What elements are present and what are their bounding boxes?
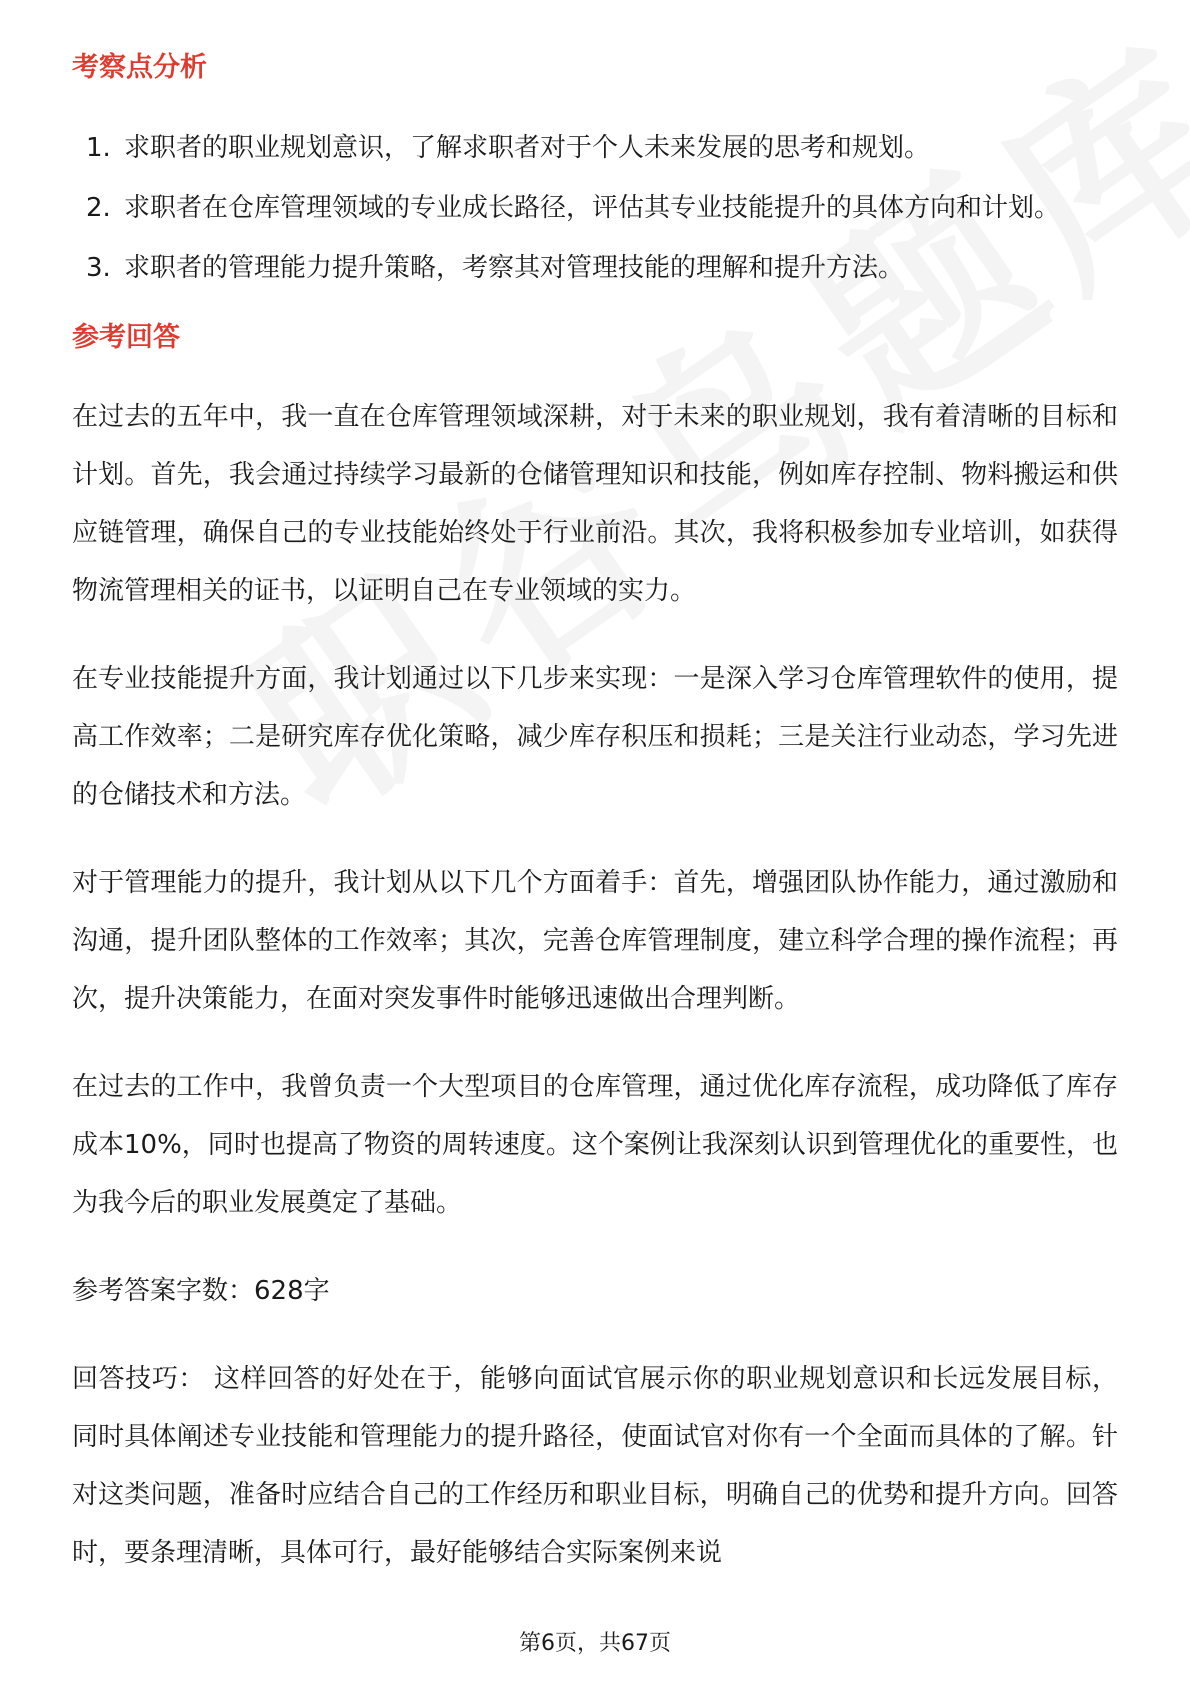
- answer-paragraph: 对于管理能力的提升，我计划从以下几个方面着手：首先，增强团队协作能力，通过激励和沟通，提升团队整体的工作效率；其次，完善仓库管理制度，建立科学合理的操作流程；再次，提升决策能力，在面对突发事件时能够迅速做出合理判断。: [72, 868, 1118, 1014]
- answer-paragraph: 在过去的工作中，我曾负责一个大型项目的仓库管理，通过优化库存流程，成功降低了库存成本10%，同时也提高了物资的周转速度。这个案例让我深刻认识到管理优化的重要性，也为我今后的职业发展奠定了基础。: [72, 1072, 1118, 1218]
- analysis-item: [72, 240, 1118, 296]
- word-count: 参考答案字数：628字: [72, 1276, 330, 1306]
- item-text: 求职者的职业规划意识，了解求职者对于个人未来发展的思考和规划。: [124, 133, 931, 163]
- answer-paragraph: 在专业技能提升方面，我计划通过以下几步来实现：一是深入学习仓库管理软件的使用，提高工作效率；二是研究库存优化策略，减少库存积压和损耗；三是关注行业动态，学习先进的仓储技术和方法。: [72, 664, 1118, 810]
- item-number: 2.: [86, 193, 111, 223]
- item-text: 求职者在仓库管理领域的专业成长路径，评估其专业技能提升的具体方向和计划。: [124, 193, 1061, 223]
- answer-tips: 回答技巧： 这样回答的好处在于，能够向面试官展示你的职业规划意识和长远发展目标，同时具体阐述专业技能和管理能力的提升路径，使面试官对你有一个全面而具体的了解。针对这类问题，准备时应结合自己的工作经历和职业目标，明确自己的优势和提升方向。回答时，要条理清晰，具体可行，最好能够结合实际案例来说: [72, 1364, 1118, 1568]
- item-text: 求职者的管理能力提升策略，考察其对管理技能的理解和提升方法。: [124, 253, 905, 283]
- item-number: 3.: [86, 253, 111, 283]
- answer-paragraph: 在过去的五年中，我一直在仓库管理领域深耕，对于未来的职业规划，我有着清晰的目标和计划。首先，我会通过持续学习最新的仓储管理知识和技能，例如库存控制、物料搬运和供应链管理，确保自己的专业技能始终处于行业前沿。其次，我将积极参加专业培训，如获得物流管理相关的证书，以证明自己在专业领域的实力。: [72, 402, 1118, 606]
- analysis-list: [72, 120, 1118, 296]
- analysis-heading: 考察点分析: [72, 52, 207, 83]
- analysis-item: [72, 120, 1118, 176]
- page-content: [72, 48, 1118, 1582]
- page-footer: 第6页，共67页: [519, 1631, 671, 1656]
- analysis-item: [72, 180, 1118, 236]
- item-number: 1.: [86, 133, 111, 163]
- answer-heading: 参考回答: [72, 322, 180, 353]
